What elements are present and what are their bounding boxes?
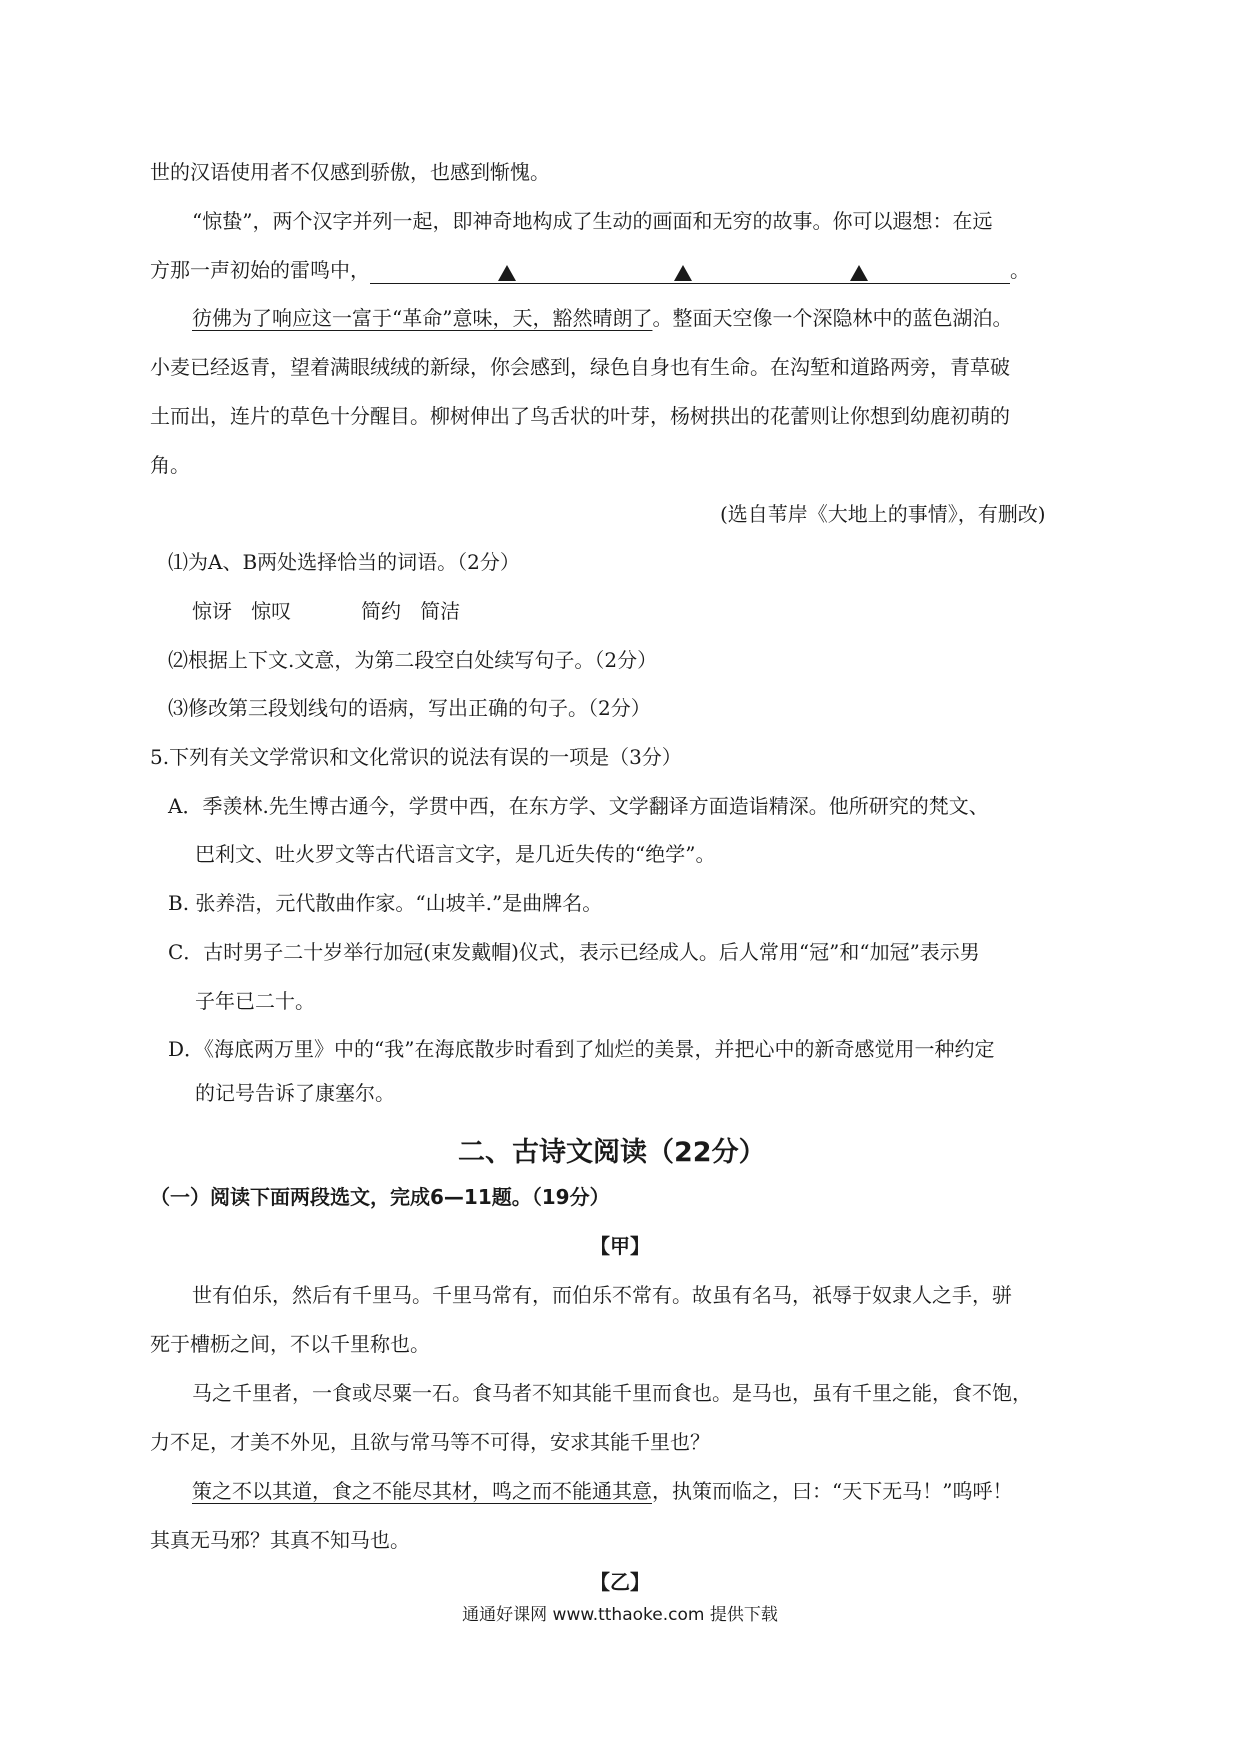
answer-blank[interactable] bbox=[370, 261, 1010, 284]
underlined-sentence: 策之不以其道，食之不能尽其材，鸣之而不能通其意 bbox=[192, 1479, 652, 1503]
classical-text: 世有伯乐，然后有千里马。千里马常有，而伯乐不常有。故虽有名马，祇辱于奴隶人之手，骈 bbox=[192, 1283, 1012, 1307]
option-d: D．《海底两万里》中的“我”在海底散步时看到了灿烂的美景，并把心中的新奇感觉用一种约定 bbox=[168, 1037, 995, 1061]
option-b: B. 张养浩，元代散曲作家。“山坡羊.”是曲牌名。 bbox=[168, 891, 603, 915]
section-heading: 二、古诗文阅读（22分） bbox=[458, 1137, 766, 1168]
passage-text: 。 bbox=[1010, 258, 1030, 282]
passage-text: 小麦已经返青，望着满眼绒绒的新绿，你会感到，绿色自身也有生命。在沟堑和道路两旁，青草破 bbox=[150, 355, 1010, 379]
footer-source: 通通好课网 www.tthaoke.com 提供下载 bbox=[462, 1605, 778, 1625]
triangle-marker-icon bbox=[498, 265, 516, 281]
option-c-cont: 子年已二十。 bbox=[195, 989, 315, 1013]
passage-text: 方那一声初始的雷鸣中， bbox=[150, 258, 370, 282]
subsection-heading: （一）阅读下面两段选文，完成6—11题。（19分） bbox=[150, 1185, 610, 1209]
option-a: A．季羡林.先生博古通今，学贯中西，在东方学、文学翻译方面造诣精深。他所研究的梵文、 bbox=[168, 794, 989, 818]
classical-text: ，执策而临之，曰：“天下无马！”呜呼！ bbox=[652, 1479, 1013, 1503]
text-label-jia: 【甲】 bbox=[590, 1234, 650, 1258]
classical-text: 其真无马邪？其真不知马也。 bbox=[150, 1528, 410, 1552]
classical-text: 马之千里者，一食或尽粟一石。食马者不知其能千里而食也。是马也，虽有千里之能，食不饱， bbox=[192, 1381, 1032, 1405]
source-citation: (选自苇岸《大地上的事情》，有删改) bbox=[720, 502, 1046, 526]
option-d-cont: 的记号告诉了康塞尔。 bbox=[195, 1081, 395, 1105]
passage-text bbox=[192, 304, 1012, 332]
question-text: ⑶修改第三段划线句的语病，写出正确的句子。（2分） bbox=[168, 696, 651, 720]
text-label-yi: 【乙】 bbox=[590, 1570, 650, 1594]
underlined-sentence: 彷佛为了响应这一富于“革命”意味，天，豁然晴朗了 bbox=[192, 306, 653, 330]
passage-text: 。整面天空像一个深隐林中的蓝色湖泊。 bbox=[652, 306, 1013, 330]
classical-text: 死于槽枥之间，不以千里称也。 bbox=[150, 1332, 430, 1356]
word-options: 惊讶 惊叹 简约 简洁 bbox=[192, 599, 461, 623]
passage-text-with-blank bbox=[150, 256, 1030, 284]
classical-text bbox=[192, 1477, 1012, 1505]
passage-text: 角。 bbox=[150, 453, 190, 477]
passage-text: 世的汉语使用者不仅感到骄傲，也感到惭愧。 bbox=[150, 160, 550, 184]
option-c: C．古时男子二十岁举行加冠(束发戴帽)仪式，表示已经成人。后人常用“冠”和“加冠”表示男 bbox=[168, 940, 980, 964]
question-text: ⑵根据上下文.文意，为第二段空白处续写句子。（2分） bbox=[168, 648, 658, 672]
question-stem: 5.下列有关文学常识和文化常识的说法有误的一项是（3分） bbox=[150, 745, 682, 769]
passage-text: “惊蛰”，两个汉字并列一起，即神奇地构成了生动的画面和无穷的故事。你可以遐想：在远 bbox=[192, 209, 993, 233]
triangle-marker-icon bbox=[850, 265, 868, 281]
option-a-cont: 巴利文、吐火罗文等古代语言文字，是几近失传的“绝学”。 bbox=[195, 842, 716, 866]
classical-text: 力不足，才美不外见，且欲与常马等不可得，安求其能千里也？ bbox=[150, 1430, 710, 1454]
passage-text: 土而出，连片的草色十分醒目。柳树伸出了鸟舌状的叶芽，杨树拱出的花蕾则让你想到幼鹿初萌的 bbox=[150, 404, 1010, 428]
question-text: ⑴为A、B两处选择恰当的词语。（2分） bbox=[168, 550, 520, 574]
triangle-marker-icon bbox=[674, 265, 692, 281]
